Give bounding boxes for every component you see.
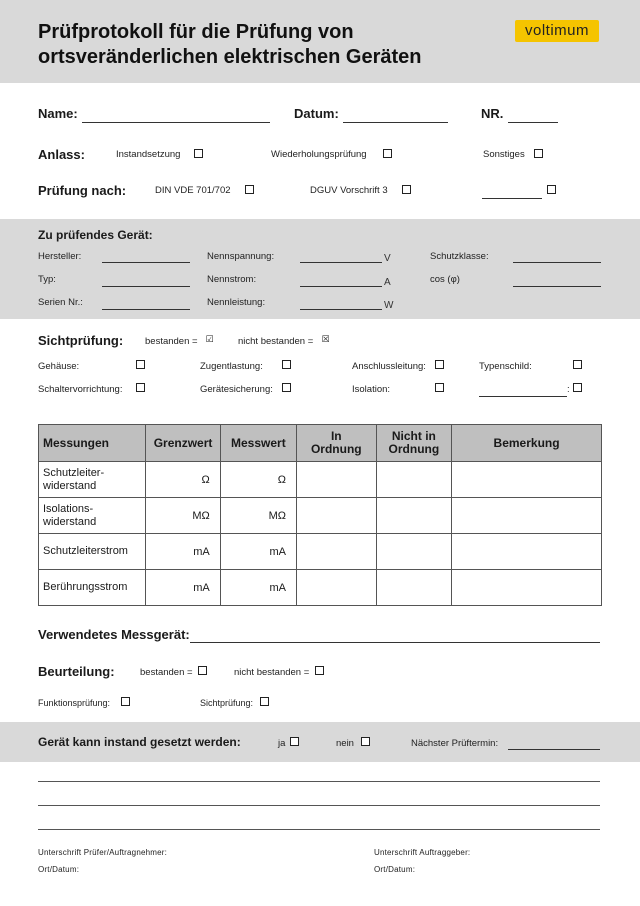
hersteller-label: Hersteller:: [38, 251, 82, 262]
limit-cell[interactable]: Ω: [146, 462, 220, 498]
col-bemerkung: Bemerkung: [452, 425, 602, 462]
repair-yes-checkbox[interactable]: [290, 737, 299, 746]
assessment-title: Beurteilung:: [38, 664, 115, 679]
visual-test-checkbox[interactable]: [260, 697, 269, 706]
remark-line[interactable]: [38, 829, 600, 830]
isolation-label: Isolation:: [352, 384, 391, 395]
unit-watt: W: [384, 300, 394, 311]
page-title-line2: ortsveränderlichen elektrischen Geräten: [38, 46, 422, 68]
wiederholung-checkbox[interactable]: [383, 149, 392, 158]
anlass-option-sonstiges: Sonstiges: [483, 149, 525, 160]
value-cell[interactable]: mA: [220, 534, 296, 570]
anschlussleitung-label: Anschlussleitung:: [352, 361, 426, 372]
unit-ampere: A: [384, 277, 391, 288]
ok-cell[interactable]: [296, 570, 376, 606]
nr-field[interactable]: [508, 122, 558, 123]
gehaeuse-checkbox[interactable]: [136, 360, 145, 369]
zugentlastung-checkbox[interactable]: [282, 360, 291, 369]
typenschild-label: Typenschild:: [479, 361, 532, 372]
visual-other-colon: :: [567, 384, 570, 395]
hersteller-field[interactable]: [102, 262, 190, 263]
pruefung-option-dguv: DGUV Vorschrift 3: [310, 185, 388, 196]
ok-cell[interactable]: [296, 534, 376, 570]
client-signature-label: Unterschrift Auftraggeber:: [374, 848, 471, 857]
geraetesicherung-label: Gerätesicherung:: [200, 384, 273, 395]
table-row: [39, 570, 602, 606]
repair-no-label: nein: [336, 738, 354, 749]
name-label: Name:: [38, 106, 78, 121]
cos-phi-field[interactable]: [513, 286, 601, 287]
client-place-date-label: Ort/Datum:: [374, 865, 416, 874]
limit-cell[interactable]: MΩ: [146, 498, 220, 534]
instandsetzung-checkbox[interactable]: [194, 149, 203, 158]
nennleistung-label: Nennleistung:: [207, 297, 266, 308]
pruefung-label: Prüfung nach:: [38, 183, 127, 198]
typenschild-checkbox[interactable]: [573, 360, 582, 369]
remark-cell[interactable]: [452, 498, 602, 534]
value-cell[interactable]: MΩ: [220, 498, 296, 534]
measurements-table: [38, 424, 602, 606]
row-name: Berührungsstrom: [39, 570, 146, 606]
next-date-field[interactable]: [508, 749, 600, 750]
visual-other-checkbox[interactable]: [573, 383, 582, 392]
remark-line[interactable]: [38, 805, 600, 806]
visual-failed-label: nicht bestanden =: [238, 336, 314, 347]
tester-place-date-label: Ort/Datum:: [38, 865, 80, 874]
cos-phi-label: cos (φ): [430, 274, 460, 285]
schaltervorrichtung-checkbox[interactable]: [136, 383, 145, 392]
table-row: [39, 534, 602, 570]
col-messungen: Messungen: [39, 425, 146, 462]
equipment-label: Verwendetes Messgerät:: [38, 627, 190, 642]
limit-cell[interactable]: mA: [146, 570, 220, 606]
geraetesicherung-checkbox[interactable]: [282, 383, 291, 392]
name-field[interactable]: [82, 122, 270, 123]
col-nicht-in-ordnung: Nicht in Ordnung: [376, 425, 452, 462]
anschlussleitung-checkbox[interactable]: [435, 360, 444, 369]
assessment-passed-checkbox[interactable]: [198, 666, 207, 675]
visual-inspection-title: Sichtprüfung:: [38, 333, 124, 348]
col-messwert: Messwert: [220, 425, 296, 462]
voltimum-logo: voltimum: [515, 20, 599, 42]
nennspannung-field[interactable]: [300, 262, 382, 263]
failed-cross-icon: ☒: [321, 334, 330, 344]
value-cell[interactable]: mA: [220, 570, 296, 606]
table-header-row: [39, 425, 602, 462]
pruefung-other-checkbox[interactable]: [547, 185, 556, 194]
repair-question: Gerät kann instand gesetzt werden:: [38, 735, 241, 749]
isolation-checkbox[interactable]: [435, 383, 444, 392]
anlass-option-instandsetzung: Instandsetzung: [116, 149, 181, 160]
col-grenzwert: Grenzwert: [146, 425, 220, 462]
remark-cell[interactable]: [452, 570, 602, 606]
not-ok-cell[interactable]: [376, 462, 452, 498]
schutzklasse-field[interactable]: [513, 262, 601, 263]
table-row: [39, 498, 602, 534]
remark-cell[interactable]: [452, 534, 602, 570]
datum-label: Datum:: [294, 106, 339, 121]
ok-cell[interactable]: [296, 462, 376, 498]
repair-yes-label: ja: [278, 738, 286, 749]
next-date-label: Nächster Prüftermin:: [411, 738, 499, 749]
pruefung-other-field[interactable]: [482, 198, 542, 199]
schaltervorrichtung-label: Schaltervorrichtung:: [38, 384, 123, 395]
remark-line[interactable]: [38, 781, 600, 782]
visual-other-field[interactable]: [479, 396, 567, 397]
typ-label: Typ:: [38, 274, 56, 285]
datum-field[interactable]: [343, 122, 448, 123]
not-ok-cell[interactable]: [376, 534, 452, 570]
value-cell[interactable]: Ω: [220, 462, 296, 498]
anlass-option-wiederholung: Wiederholungsprüfung: [271, 149, 367, 160]
nennspannung-label: Nennspannung:: [207, 251, 275, 262]
typ-field[interactable]: [102, 286, 190, 287]
table-row: [39, 462, 602, 498]
assessment-failed-label: nicht bestanden =: [234, 667, 310, 678]
row-name: Schutzleiter-widerstand: [39, 462, 146, 498]
limit-cell[interactable]: mA: [146, 534, 220, 570]
remark-cell[interactable]: [452, 462, 602, 498]
visual-passed-label: bestanden =: [145, 336, 198, 347]
device-section-title: Zu prüfendes Gerät:: [38, 228, 153, 242]
schutzklasse-label: Schutzklasse:: [430, 251, 489, 262]
nennstrom-label: Nennstrom:: [207, 274, 257, 285]
zugentlastung-label: Zugentlastung:: [200, 361, 263, 372]
repair-no-checkbox[interactable]: [361, 737, 370, 746]
row-name: Schutzleiterstrom: [39, 534, 146, 570]
gehaeuse-label: Gehäuse:: [38, 361, 80, 372]
assessment-passed-label: bestanden =: [140, 667, 193, 678]
sonstiges-checkbox[interactable]: [534, 149, 543, 158]
page-title-line1: Prüfprotokoll für die Prüfung von: [38, 21, 354, 43]
passed-check-icon: ☑: [205, 334, 214, 344]
ok-cell[interactable]: [296, 498, 376, 534]
not-ok-cell[interactable]: [376, 498, 452, 534]
functional-test-label: Funktionsprüfung:: [38, 698, 111, 708]
nr-label: NR.: [481, 106, 504, 121]
tester-signature-label: Unterschrift Prüfer/Auftragnehmer:: [38, 848, 168, 857]
anlass-label: Anlass:: [38, 147, 85, 162]
nennleistung-field[interactable]: [300, 309, 382, 310]
serien-field[interactable]: [102, 309, 190, 310]
vde-checkbox[interactable]: [245, 185, 254, 194]
pruefung-option-vde: DIN VDE 701/702: [155, 185, 231, 196]
col-in-ordnung: In Ordnung: [296, 425, 376, 462]
unit-volt: V: [384, 253, 391, 264]
dguv-checkbox[interactable]: [402, 185, 411, 194]
equipment-field[interactable]: [190, 642, 600, 643]
serien-label: Serien Nr.:: [38, 297, 83, 308]
not-ok-cell[interactable]: [376, 570, 452, 606]
row-name: Isolations-widerstand: [39, 498, 146, 534]
nennstrom-field[interactable]: [300, 286, 382, 287]
functional-test-checkbox[interactable]: [121, 697, 130, 706]
assessment-failed-checkbox[interactable]: [315, 666, 324, 675]
visual-test-label: Sichtprüfung:: [200, 698, 254, 708]
